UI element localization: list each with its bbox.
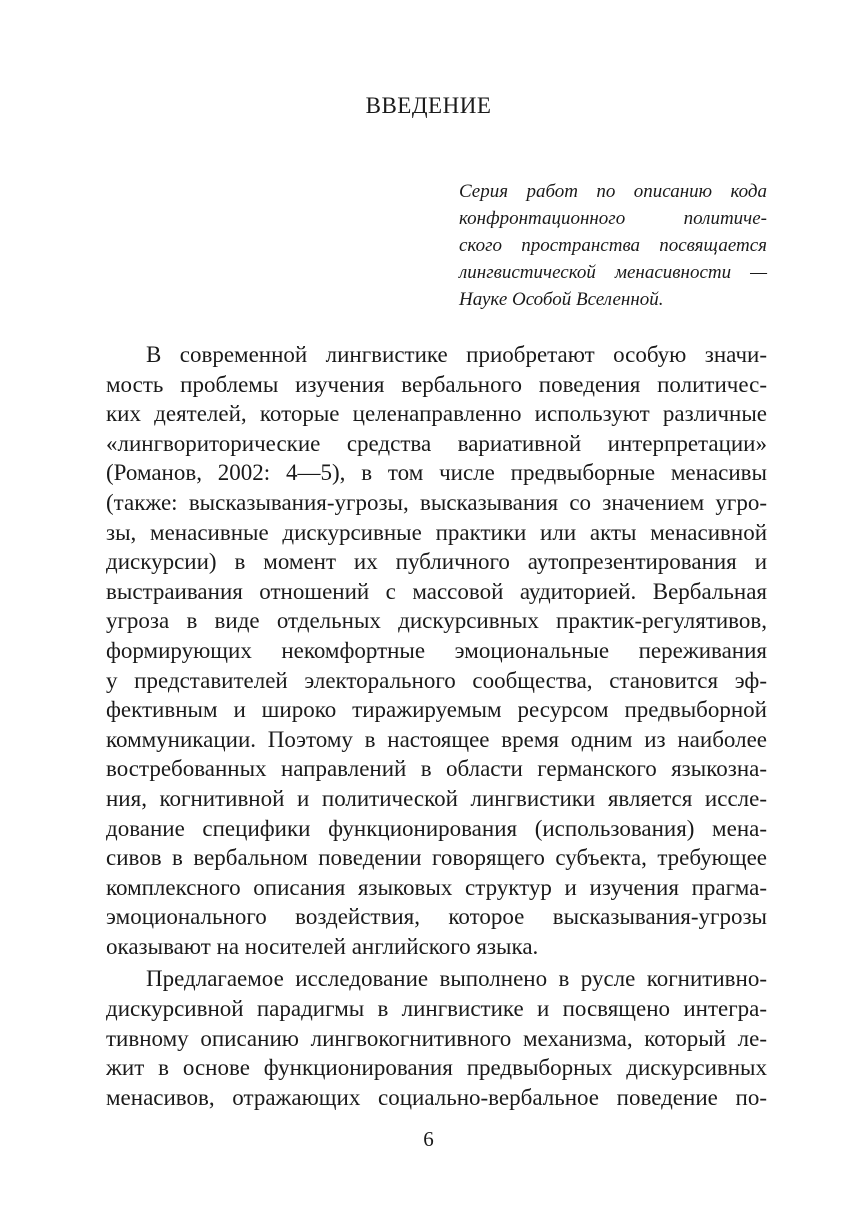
text-line: коммуникации. Поэтому в настоящее время одним из наиболее: [106, 726, 767, 752]
paragraph-1: [106, 340, 767, 961]
text-line: эмоционального воздействия, которое высказывания-угрозы: [106, 904, 767, 930]
text-line: оказывают на носителей английского языка.: [106, 933, 539, 959]
chapter-heading: ВВЕДЕНИЕ: [365, 93, 492, 118]
epigraph-line: лингвистической менасивности —: [459, 262, 767, 283]
text-line: дискурсии) в момент их публичного аутопрезентирования и: [106, 549, 767, 575]
epigraph-line: конфронтационного политиче-: [459, 208, 767, 229]
text-line: ния, когнитивной и политической лингвистики является иссле-: [106, 785, 767, 811]
text-line: дование специфики функционирования (использования) мена-: [106, 815, 767, 841]
text-line: жит в основе функционирования предвыборных дискурсивных: [106, 1055, 767, 1081]
text-line: дискурсивной парадигмы в лингвистике и посвящено интегра-: [106, 996, 767, 1022]
text-line: востребованных направлений в области германского языкозна-: [106, 756, 767, 782]
text-line: сивов в вербальном поведении говорящего субъекта, требующее: [106, 845, 767, 871]
text-line: менасивов, отражающих социально-вербальное поведение по-: [106, 1084, 767, 1110]
paragraph-2: [106, 964, 767, 1112]
text-line: угроза в виде отдельных дискурсивных практик-регулятивов,: [106, 608, 767, 634]
text-line: (также: высказывания-угрозы, высказывания со значением угро-: [106, 489, 767, 515]
epigraph-line: ского пространства посвящается: [459, 235, 767, 256]
text-line: комплексного описания языковых структур и изучения прагма-: [106, 874, 767, 900]
body-text: [106, 340, 767, 1112]
text-line: В современной лингвистике приобретают особую значи-: [146, 342, 767, 367]
text-line: зы, менасивные дискурсивные практики или акты менасивной: [106, 519, 767, 545]
text-line: «лингвориторические средства вариативной интерпретации»: [106, 430, 767, 456]
epigraph-line: Науке Особой Вселенной.: [459, 289, 664, 310]
text-line: (Романов, 2002: 4—5), в том числе предвыборные менасивы: [106, 460, 767, 486]
text-line: тивному описанию лингвокогнитивного механизма, который ле-: [106, 1025, 767, 1051]
text-line: ких деятелей, которые целенаправленно используют различные: [106, 401, 767, 427]
text-line: Предлагаемое исследование выполнено в русле когнитивно-: [146, 966, 767, 992]
text-line: формирующих некомфортные эмоциональные переживания: [106, 637, 767, 663]
text-line: мость проблемы изучения вербального поведения политичес-: [106, 371, 767, 397]
text-line: у представителей электорального сообщества, становится эф-: [106, 667, 767, 693]
text-line: выстраивания отношений с массовой аудиторией. Вербальная: [106, 578, 767, 604]
text-line: фективным и широко тиражируемым ресурсом предвыборной: [106, 697, 767, 723]
page-number: 6: [423, 1127, 434, 1151]
epigraph-line: Серия работ по описанию кода: [459, 181, 767, 202]
epigraph: [459, 178, 767, 313]
